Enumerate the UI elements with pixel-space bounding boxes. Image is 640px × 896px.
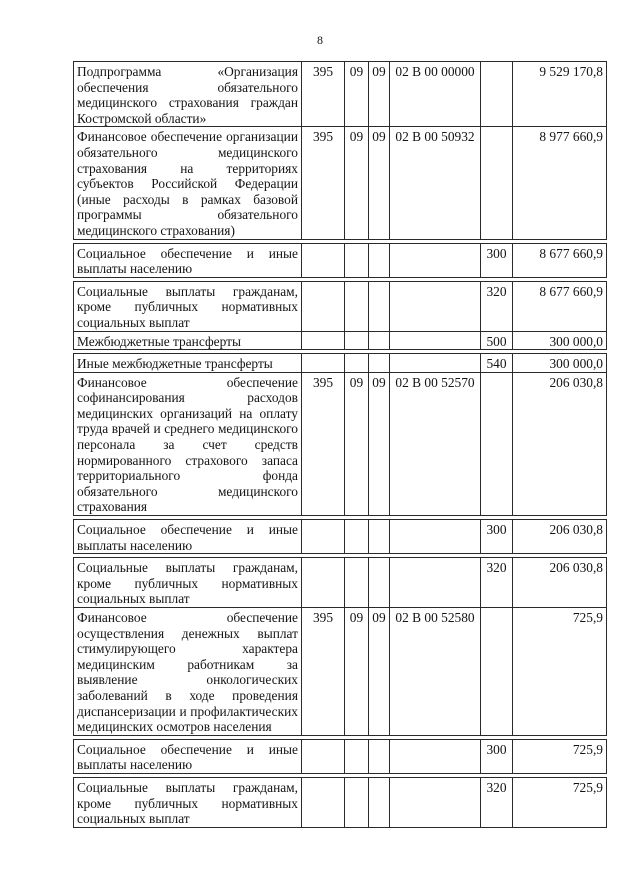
ministry-code [302, 777, 345, 827]
table-row [74, 520, 607, 554]
ministry-code [302, 520, 345, 554]
expense-type-code [481, 372, 513, 515]
expense-type-code: 320 [481, 777, 513, 827]
amount: 300 000,0 [513, 354, 607, 373]
expense-type-code [481, 608, 513, 736]
section-code [345, 739, 369, 773]
subsection-code: 09 [369, 62, 390, 127]
ministry-code [302, 243, 345, 277]
table-row [74, 127, 607, 239]
page-number: 8 [317, 33, 323, 47]
ministry-code [302, 354, 345, 373]
row-name: Социальные выплаты гражданам, кроме публичных нормативных социальных выплат [74, 558, 302, 608]
section-code: 09 [345, 62, 369, 127]
section-code [345, 331, 369, 350]
row-name: Социальные выплаты гражданам, кроме публичных нормативных социальных выплат [74, 281, 302, 331]
section-code [345, 558, 369, 608]
section-code [345, 243, 369, 277]
ministry-code [302, 739, 345, 773]
row-name: Социальное обеспечение и иные выплаты населению [74, 243, 302, 277]
table-row [74, 777, 607, 827]
expense-type-code: 300 [481, 520, 513, 554]
row-name: Межбюджетные трансферты [74, 331, 302, 350]
section-code: 09 [345, 608, 369, 736]
expense-type-code: 320 [481, 281, 513, 331]
table-row [74, 281, 607, 331]
section-code [345, 281, 369, 331]
expense-type-code: 500 [481, 331, 513, 350]
amount: 300 000,0 [513, 331, 607, 350]
expense-type-code: 300 [481, 739, 513, 773]
subsection-code: 09 [369, 127, 390, 239]
table-row [74, 558, 607, 608]
subsection-code [369, 243, 390, 277]
section-code [345, 354, 369, 373]
subsection-code [369, 558, 390, 608]
row-name: Финансовое обеспечение организации обязательного медицинского страхования на территориях субъектов Российской Федерации (иные расходы в рамках базовой программы обязательного медицинского страхования) [74, 127, 302, 239]
subsection-code [369, 281, 390, 331]
amount: 206 030,8 [513, 520, 607, 554]
row-name: Финансовое обеспечение софинансирования расходов медицинских организаций на оплату труда врачей и среднего медицинского персонала за счет средств нормированного страхового запаса территориального фонда обязательного медицинского страхования [74, 372, 302, 515]
amount: 8 677 660,9 [513, 243, 607, 277]
amount: 725,9 [513, 777, 607, 827]
target-article-code [390, 558, 481, 608]
subsection-code [369, 354, 390, 373]
expense-type-code [481, 127, 513, 239]
target-article-code [390, 520, 481, 554]
target-article-code [390, 243, 481, 277]
subsection-code: 09 [369, 372, 390, 515]
table-row [74, 62, 607, 127]
target-article-code [390, 281, 481, 331]
row-name: Иные межбюджетные трансферты [74, 354, 302, 373]
target-article-code: 02 В 00 52570 [390, 372, 481, 515]
target-article-code: 02 В 00 00000 [390, 62, 481, 127]
target-article-code [390, 354, 481, 373]
section-code: 09 [345, 372, 369, 515]
amount: 8 677 660,9 [513, 281, 607, 331]
ministry-code [302, 281, 345, 331]
table-row [74, 354, 607, 373]
ministry-code [302, 558, 345, 608]
amount: 725,9 [513, 739, 607, 773]
table-row [74, 739, 607, 773]
expense-type-code: 320 [481, 558, 513, 608]
subsection-code [369, 331, 390, 350]
subsection-code [369, 520, 390, 554]
target-article-code: 02 В 00 50932 [390, 127, 481, 239]
target-article-code: 02 В 00 52580 [390, 608, 481, 736]
row-name: Социальные выплаты гражданам, кроме публичных нормативных социальных выплат [74, 777, 302, 827]
expense-type-code: 300 [481, 243, 513, 277]
table-row [74, 608, 607, 736]
table-row [74, 372, 607, 515]
row-name: Подпрограмма «Организация обеспечения обязательного медицинского страхования граждан Костромской области» [74, 62, 302, 127]
row-name: Финансовое обеспечение осуществления денежных выплат стимулирующего характера медицинским работникам за выявление онкологических заболеваний в ходе проведения диспансеризации и профилактических медицинских осмотров населения [74, 608, 302, 736]
ministry-code: 395 [302, 608, 345, 736]
amount: 206 030,8 [513, 372, 607, 515]
amount: 206 030,8 [513, 558, 607, 608]
row-name: Социальное обеспечение и иные выплаты населению [74, 739, 302, 773]
table-row [74, 331, 607, 350]
amount: 8 977 660,9 [513, 127, 607, 239]
expense-type-code: 540 [481, 354, 513, 373]
target-article-code [390, 777, 481, 827]
ministry-code: 395 [302, 372, 345, 515]
section-code [345, 777, 369, 827]
subsection-code: 09 [369, 608, 390, 736]
section-code [345, 520, 369, 554]
amount: 9 529 170,8 [513, 62, 607, 127]
section-code: 09 [345, 127, 369, 239]
ministry-code [302, 331, 345, 350]
budget-table [73, 61, 607, 828]
subsection-code [369, 777, 390, 827]
amount: 725,9 [513, 608, 607, 736]
target-article-code [390, 739, 481, 773]
row-name: Социальное обеспечение и иные выплаты населению [74, 520, 302, 554]
ministry-code: 395 [302, 127, 345, 239]
ministry-code: 395 [302, 62, 345, 127]
target-article-code [390, 331, 481, 350]
table-row [74, 243, 607, 277]
expense-type-code [481, 62, 513, 127]
subsection-code [369, 739, 390, 773]
